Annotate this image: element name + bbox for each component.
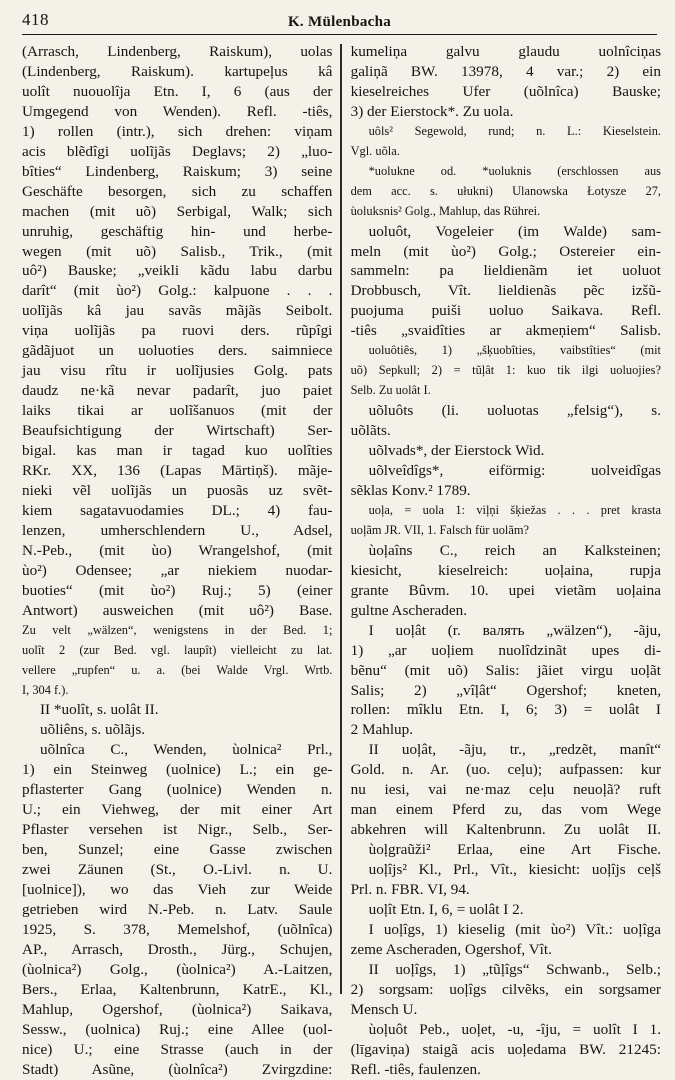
text-line: vellere „rupfen“ u. a. (bei Walde Vrgl. Wrtb.: [22, 662, 333, 677]
text-line: bîties“ Lindenberg, Raiskum; 3) seine: [22, 162, 333, 180]
running-head: K. Mülenbacha: [287, 14, 392, 30]
text-line: Geschäfte besorgen, sich zu schaffen: [22, 182, 333, 200]
text-line: uoļîjs² Kl., Prl., Vît., kiesicht: uoļîjs ceļš: [368, 861, 661, 879]
text-line: Antwort) ausweichen (mit uô²) Base.: [22, 601, 333, 619]
right-column: [342, 42, 661, 1078]
text-line: Gold. n. Ar. (uo. ceļu); aufpassen: kur: [350, 761, 661, 779]
text-line: uõlvads*, der Eierstock Wid.: [368, 442, 545, 460]
text-line: Mensch U.: [350, 1000, 418, 1018]
text-columns: [22, 42, 661, 1078]
text-line: Bers., Erlaa, Kaltenbrunn, KatrE., Kl.,: [22, 980, 333, 998]
text-line: unruhig, geschäftig hin- und herbe-: [22, 222, 333, 240]
text-line: Stadt) Asũne, (ùolnîca²) Zvirgzdine:: [22, 1060, 333, 1078]
text-line: kieselreiches Ufer (uõlnîca) Bauske;: [350, 82, 661, 100]
text-line: RKr. XX, 136 (Lapas Mārtiņš). mãje-: [22, 462, 333, 480]
text-line: uolît nuouolîja Etn. I, 6 (aus der: [22, 82, 333, 100]
text-line: viņa uolĩjãs pa ruovi ders. rũpîgi: [22, 322, 333, 340]
text-line: bẽnu“ (mit uõ) Salis: jãiet virgu uoļãt: [350, 661, 661, 679]
text-line: daudz ne·kã nevar padarît, juo paiet: [22, 382, 333, 400]
text-line: Zu velt „wälzen“, wenigstens in der Bed. 1;: [22, 622, 333, 637]
text-line: 1) rollen (intr.), sich drehen: viņam: [22, 122, 333, 140]
left-column: [22, 42, 340, 1078]
text-line: nieki vẽl uolĩjãs un puosãs uz svẽt-: [22, 481, 333, 499]
text-line: Beaufsichtigung der Wirtschaft) Ser-: [22, 422, 333, 440]
text-line: N.-Peb., (mit ùo) Wrangelshof, (mit: [22, 541, 333, 559]
text-line: uõlveîdîgs*, eiförmig: uolveidîgas: [368, 462, 661, 480]
text-line: I uoļât (r. валять „wälzen“), -ãju,: [368, 621, 661, 639]
text-line: 2) sorgsam: uoļîgs cilvẽks, ein sorgsamer: [350, 980, 661, 998]
text-line: uô²) Bauske; „veikli kãdu labu darbu: [22, 262, 333, 280]
text-line: sammeln: pa lieldienãm iet uoluot: [350, 262, 661, 280]
text-line: grante Bûvm. 10. upei vietãm uoļaina: [350, 581, 661, 599]
text-line: uoļãm JR. VII, 1. Falsch für uolãm?: [350, 522, 529, 537]
text-line: kiesicht, kieselreich: uoļaina, rupja: [350, 561, 661, 579]
text-line: (ùolnica²) Golg., (ùolnica²) A.-Laitzen,: [22, 960, 333, 978]
text-line: (līgaviņa) staigã acis uoļedama BW. 21245:: [350, 1040, 661, 1058]
text-line: 1) ein Steinweg (uolnice) L.; ein ge-: [22, 761, 333, 779]
text-line: galiņã BW. 13978, 4 var.; 2) ein: [350, 62, 661, 80]
text-line: 3) der Eierstock*. Zu uola.: [350, 102, 514, 120]
text-line: gãdãjuot un uoluoties ders. saimniece: [22, 342, 333, 360]
text-line: rollen: mîklu Etn. I, 6; 3) = uolât I: [350, 701, 661, 719]
text-line: abkehren will Kaltenbrunn. Zu uolât II.: [350, 821, 661, 839]
text-line: Salis; 2) „vîļât“ Ogershof; kneten,: [350, 681, 661, 699]
text-line: II uoļîgs, 1) „tũļîgs“ Schwanb., Selb.;: [368, 960, 661, 978]
text-line: zwei Zäunen (St., O.-Livl. n. U.: [22, 861, 333, 879]
text-line: uoļît Etn. I, 6, = uolât I 2.: [368, 900, 524, 918]
text-line: machen (mit uõ) Serbigal, Walk; sich: [22, 202, 333, 220]
text-line: ben, Sunzel; eine Gasse zwischen: [22, 841, 333, 859]
text-line: uolĩjãs kâ jau savãs mãjãs Seibolt.: [22, 302, 333, 320]
page-header: [22, 10, 657, 35]
text-line: darît“ (mit ùo²) Golg.: kalpuone . . .: [22, 282, 333, 300]
text-line: uõluôts (li. uoluotas „felsig“), s.: [368, 402, 661, 420]
text-line: II *uolît, s. uolât II.: [40, 701, 159, 719]
text-line: 2 Mahlup.: [350, 721, 414, 739]
text-line: uõ) Sepkull; 2) = tũļât 1: kuo tik ilgi uoluojies?: [350, 363, 661, 378]
text-line: -tiês „svaidîties ar akmeņiem“ Salisb.: [350, 322, 661, 340]
text-line: nice) U.; eine Strasse (auch in der: [22, 1040, 333, 1058]
text-line: jau visu rîtu ir uolĩjusies Golg. pats: [22, 362, 333, 380]
text-line: Refl. -tiês, faulenzen.: [350, 1060, 481, 1078]
text-line: uoluôt, Vogeleier (im Walde) sam-: [368, 222, 661, 240]
text-line: ùoļgraũži² Erlaa, eine Art Fische.: [368, 841, 661, 859]
text-line: Umgegend von Wenden). Refl. -tiês,: [22, 102, 333, 120]
text-line: Pflaster versehen ist Nigr., Selb., Ser-: [22, 821, 333, 839]
text-line: uolît 2 (zur Bed. vgl. laupît) vielleicht zu lat.: [22, 642, 333, 657]
text-line: zeme Ascheraden, Ogershof, Vît.: [350, 940, 552, 958]
text-line: ùo²) Odensee; „ar niekiem nuodar-: [22, 561, 333, 579]
text-line: nu iesi, vai ne·maz ceļu neuoļã? ruft: [350, 781, 661, 799]
text-line: acis blẽdîgi uolĩjãs Deglavs; 2) „luo-: [22, 142, 333, 160]
text-line: uõlãts.: [350, 422, 391, 440]
text-line: AP., Arrasch, Drosth., Jürg., Schujen,: [22, 940, 333, 958]
text-line: laiks tikai ar uolĩšanuos (mit der: [22, 402, 333, 420]
text-line: Prl. n. FBR. VI, 94.: [350, 881, 470, 899]
text-line: (Arrasch, Lindenberg, Raiskum), uolas: [22, 43, 333, 60]
text-line: wegen (mit uõ) Salisb., Trik., (mit: [22, 242, 333, 260]
text-line: ùoluksnis² Golg., Mahlup, das Rührei.: [350, 203, 541, 218]
text-line: ùoļaîns C., reich an Kalksteinen;: [368, 541, 661, 559]
text-line: dem acc. s. ułukni) Ulanowska Łotysze 27,: [350, 183, 661, 198]
text-line: sẽklas Konv.² 1789.: [350, 481, 471, 499]
text-line: [uolnice]), wo das Vieh zur Weide: [22, 881, 333, 899]
text-line: lenzen, umherschlendern U., Adsel,: [22, 521, 333, 539]
text-line: Selb. Zu uolât I.: [350, 383, 431, 398]
text-line: meln (mit ùo²) Golg.; Ostereier ein-: [350, 242, 661, 260]
text-line: (Lindenberg, Raiskum). kartupeļus kâ: [22, 62, 333, 80]
text-line: Sessw., (uolnica) Ruj.; eine Allee (uol-: [22, 1020, 333, 1038]
text-line: uoļa, = uola 1: viļņi šķiežas . . . pret krasta: [368, 502, 661, 517]
text-line: II uoļât, -ãju, tr., „redzẽt, manît“: [368, 741, 661, 759]
text-line: puojuma puiši uoluo Saikava. Refl.: [350, 302, 661, 320]
text-line: I, 304 f.).: [22, 682, 69, 697]
text-line: Mahlup, Ogershof, (ùolnica²) Saikava,: [22, 1000, 333, 1018]
text-line: uõlnîca C., Wenden, ùolnica² Prl.,: [40, 741, 333, 759]
text-line: kumeliņa galvu glaudu uolnîciņas: [350, 43, 661, 60]
text-line: Drobbusch, Vît. lieldienãs pẽc izšũ-: [350, 282, 661, 300]
text-line: kiem sagatavuodamies DL.; 4) fau-: [22, 501, 333, 519]
text-line: getrieben wird N.-Peb. n. Latv. Saule: [22, 900, 333, 918]
text-line: buoties“ (mit ùo²) Ruj.; 5) (einer: [22, 581, 333, 599]
text-line: U.; ein Viehweg, der mit einer Art: [22, 801, 333, 819]
text-line: bigal. kas man ir tagad kuo uolîties: [22, 442, 333, 460]
page-number: 418: [22, 10, 49, 29]
text-line: 1925, S. 378, Memelshof, (uõlnîca): [22, 920, 333, 938]
text-line: Vgl. uõla.: [350, 143, 400, 158]
text-line: 1) „ar uoļiem nuolîdzinãt upes di-: [350, 641, 661, 659]
text-line: pflasterter Gang (uolnice) Wenden n.: [22, 781, 333, 799]
text-line: *uolukne od. *uoluknis (erschlossen aus: [368, 163, 661, 178]
text-line: uoluôtiês, 1) „šķuobîties, vaibstîties“ (mit: [368, 343, 661, 358]
text-line: uôls² Segewold, rund; n. L.: Kieselstein.: [368, 123, 661, 138]
text-line: uõliêns, s. uõlãjs.: [40, 721, 146, 739]
text-line: ùoļuôt Peb., uoļet, -u, -îju, = uolît I 1.: [368, 1020, 661, 1038]
text-line: I uoļîgs, 1) kieselig (mit ùo²) Vît.: uoļîga: [368, 920, 661, 938]
text-line: gultne Ascheraden.: [350, 601, 467, 619]
text-line: man einem Pferd zu, das vom Wege: [350, 801, 661, 819]
